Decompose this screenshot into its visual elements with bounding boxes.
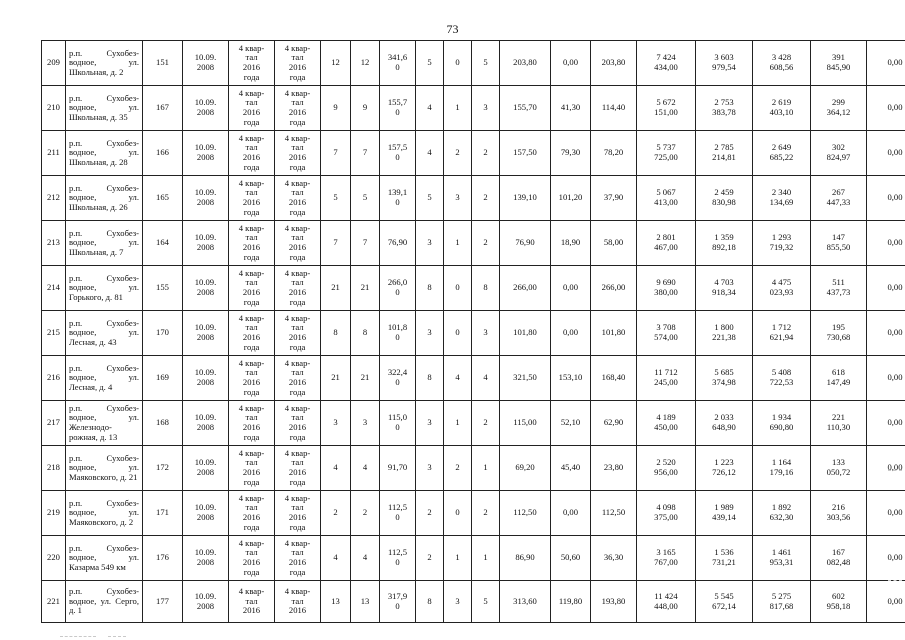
fund-cost-cell: 1 223 726,12 — [696, 446, 753, 491]
residents-count-cell: 4 — [321, 446, 351, 491]
extra-cost-cell: 0,00 — [867, 41, 905, 86]
residents-resettled-cell: 8 — [351, 311, 380, 356]
quarter-end-cell: 4 квар- тал 2016 года — [275, 446, 321, 491]
extra-cost-cell: 0,00 — [867, 176, 905, 221]
rooms-municipal-cell: 2 — [472, 131, 500, 176]
area-municipal-cell: 203,80 — [591, 41, 637, 86]
regional-cost-cell: 1 712 621,94 — [753, 311, 811, 356]
area-owned-cell: 0,00 — [551, 41, 591, 86]
house-id-cell: 169 — [143, 356, 183, 401]
area-resettled-cell: 86,90 — [500, 536, 551, 581]
extra-cost-cell: 0,00 — [867, 446, 905, 491]
extra-cost-cell: 0,00 — [867, 86, 905, 131]
rooms-municipal-cell: 1 — [472, 446, 500, 491]
local-cost-cell: 147 855,50 — [811, 221, 867, 266]
fund-cost-cell: 1 800 221,38 — [696, 311, 753, 356]
area-owned-cell: 0,00 — [551, 491, 591, 536]
regional-cost-cell: 1 934 690,80 — [753, 401, 811, 446]
date-cell: 10.09. 2008 — [183, 131, 229, 176]
total-cost-cell: 2 801 467,00 — [637, 221, 696, 266]
total-area-cell: 157,5 0 — [380, 131, 416, 176]
area-municipal-cell: 78,20 — [591, 131, 637, 176]
total-cost-cell: 4 098 375,00 — [637, 491, 696, 536]
total-cost-cell: 11 424 448,00 — [637, 581, 696, 623]
quarter-end-cell: 4 квар- тал 2016 года — [275, 176, 321, 221]
area-municipal-cell: 114,40 — [591, 86, 637, 131]
row-number-cell: 214 — [42, 266, 66, 311]
residents-resettled-cell: 13 — [351, 581, 380, 623]
house-id-cell: 171 — [143, 491, 183, 536]
area-owned-cell: 0,00 — [551, 266, 591, 311]
rooms-total-cell: 2 — [416, 491, 444, 536]
residents-count-cell: 12 — [321, 41, 351, 86]
date-cell: 10.09. 2008 — [183, 491, 229, 536]
address-cell: р.п. Сухобез-водное, ул. Казарма 549 км — [66, 536, 143, 581]
rooms-owned-cell: 0 — [444, 491, 472, 536]
quarter-end-cell: 4 квар- тал 2016 года — [275, 356, 321, 401]
quarter-end-cell: 4 квар- тал 2016 — [275, 581, 321, 623]
local-cost-cell: 195 730,68 — [811, 311, 867, 356]
date-cell: 10.09. 2008 — [183, 401, 229, 446]
table-row — [42, 446, 905, 491]
area-municipal-cell: 62,90 — [591, 401, 637, 446]
rooms-municipal-cell: 2 — [472, 491, 500, 536]
rooms-municipal-cell: 5 — [472, 41, 500, 86]
area-municipal-cell: 266,00 — [591, 266, 637, 311]
rooms-total-cell: 4 — [416, 131, 444, 176]
total-cost-cell: 5 737 725,00 — [637, 131, 696, 176]
row-number-cell: 212 — [42, 176, 66, 221]
row-number-cell: 220 — [42, 536, 66, 581]
extra-cost-cell: 0,00 — [867, 491, 905, 536]
area-municipal-cell: 36,30 — [591, 536, 637, 581]
extra-cost-cell: 0,00 — [867, 536, 905, 581]
rooms-owned-cell: 1 — [444, 221, 472, 266]
area-owned-cell: 119,80 — [551, 581, 591, 623]
rooms-owned-cell: 1 — [444, 401, 472, 446]
total-area-cell: 139,1 0 — [380, 176, 416, 221]
residents-resettled-cell: 4 — [351, 446, 380, 491]
table-row — [42, 491, 905, 536]
area-owned-cell: 79,30 — [551, 131, 591, 176]
quarter-start-cell: 4 квар- тал 2016 года — [229, 311, 275, 356]
total-area-cell: 317,9 0 — [380, 581, 416, 623]
fund-cost-cell: 5 545 672,14 — [696, 581, 753, 623]
area-municipal-cell: 58,00 — [591, 221, 637, 266]
total-area-cell: 112,5 0 — [380, 536, 416, 581]
rooms-total-cell: 8 — [416, 266, 444, 311]
rooms-total-cell: 2 — [416, 536, 444, 581]
quarter-end-cell: 4 квар- тал 2016 года — [275, 266, 321, 311]
total-area-cell: 101,8 0 — [380, 311, 416, 356]
rooms-owned-cell: 4 — [444, 356, 472, 401]
residents-resettled-cell: 12 — [351, 41, 380, 86]
total-cost-cell: 4 189 450,00 — [637, 401, 696, 446]
quarter-end-cell: 4 квар- тал 2016 года — [275, 536, 321, 581]
date-cell: 10.09. 2008 — [183, 221, 229, 266]
area-owned-cell: 41,30 — [551, 86, 591, 131]
house-id-cell: 176 — [143, 536, 183, 581]
total-area-cell: 76,90 — [380, 221, 416, 266]
area-resettled-cell: 157,50 — [500, 131, 551, 176]
local-cost-cell: 602 958,18 — [811, 581, 867, 623]
table-row — [42, 401, 905, 446]
rooms-municipal-cell: 5 — [472, 581, 500, 623]
quarter-end-cell: 4 квар- тал 2016 года — [275, 131, 321, 176]
total-area-cell: 155,7 0 — [380, 86, 416, 131]
date-cell: 10.09. 2008 — [183, 311, 229, 356]
residents-count-cell: 2 — [321, 491, 351, 536]
total-cost-cell: 3 708 574,00 — [637, 311, 696, 356]
total-cost-cell: 5 672 151,00 — [637, 86, 696, 131]
date-cell: 10.09. 2008 — [183, 581, 229, 623]
area-owned-cell: 18,90 — [551, 221, 591, 266]
rooms-municipal-cell: 2 — [472, 176, 500, 221]
extra-cost-cell: 0,00 — [867, 131, 905, 176]
row-number-cell: 210 — [42, 86, 66, 131]
date-cell: 10.09. 2008 — [183, 41, 229, 86]
rooms-municipal-cell: 2 — [472, 401, 500, 446]
address-cell: р.п. Сухобез-водное, ул. Школьная, д. 2 — [66, 41, 143, 86]
row-number-cell: 211 — [42, 131, 66, 176]
address-cell: р.п. Сухобез-водное, ул. Маяковского, д. 2 — [66, 491, 143, 536]
regional-cost-cell: 5 275 817,68 — [753, 581, 811, 623]
quarter-end-cell: 4 квар- тал 2016 года — [275, 311, 321, 356]
area-resettled-cell: 76,90 — [500, 221, 551, 266]
scan-edge-mark — [60, 636, 96, 637]
area-owned-cell: 0,00 — [551, 311, 591, 356]
total-cost-cell: 5 067 413,00 — [637, 176, 696, 221]
quarter-end-cell: 4 квар- тал 2016 года — [275, 491, 321, 536]
regional-cost-cell: 1 892 632,30 — [753, 491, 811, 536]
residents-count-cell: 8 — [321, 311, 351, 356]
table-row — [42, 266, 905, 311]
rooms-total-cell: 8 — [416, 356, 444, 401]
housing-table-sheet — [41, 40, 903, 623]
rooms-total-cell: 3 — [416, 446, 444, 491]
area-municipal-cell: 168,40 — [591, 356, 637, 401]
area-owned-cell: 52,10 — [551, 401, 591, 446]
rooms-owned-cell: 1 — [444, 86, 472, 131]
house-id-cell: 166 — [143, 131, 183, 176]
local-cost-cell: 216 303,56 — [811, 491, 867, 536]
area-owned-cell: 45,40 — [551, 446, 591, 491]
quarter-start-cell: 4 квар- тал 2016 года — [229, 131, 275, 176]
address-cell: р.п. Сухобез-водное, ул. Горького, д. 81 — [66, 266, 143, 311]
residents-resettled-cell: 21 — [351, 266, 380, 311]
local-cost-cell: 299 364,12 — [811, 86, 867, 131]
area-municipal-cell: 101,80 — [591, 311, 637, 356]
residents-resettled-cell: 3 — [351, 401, 380, 446]
address-cell: р.п. Сухобез-водное, ул. Лесная, д. 43 — [66, 311, 143, 356]
fund-cost-cell: 1 359 892,18 — [696, 221, 753, 266]
area-resettled-cell: 69,20 — [500, 446, 551, 491]
rooms-municipal-cell: 3 — [472, 311, 500, 356]
house-id-cell: 155 — [143, 266, 183, 311]
rooms-owned-cell: 2 — [444, 131, 472, 176]
total-area-cell: 322,4 0 — [380, 356, 416, 401]
fund-cost-cell: 2 033 648,90 — [696, 401, 753, 446]
area-municipal-cell: 193,80 — [591, 581, 637, 623]
house-id-cell: 167 — [143, 86, 183, 131]
rooms-owned-cell: 3 — [444, 176, 472, 221]
rooms-municipal-cell: 4 — [472, 356, 500, 401]
local-cost-cell: 391 845,90 — [811, 41, 867, 86]
quarter-start-cell: 4 квар- тал 2016 года — [229, 401, 275, 446]
row-number-cell: 213 — [42, 221, 66, 266]
rooms-municipal-cell: 1 — [472, 536, 500, 581]
area-resettled-cell: 313,60 — [500, 581, 551, 623]
table-row — [42, 536, 905, 581]
fund-cost-cell: 3 603 979,54 — [696, 41, 753, 86]
area-resettled-cell: 101,80 — [500, 311, 551, 356]
total-cost-cell: 2 520 956,00 — [637, 446, 696, 491]
house-id-cell: 151 — [143, 41, 183, 86]
fund-cost-cell: 1 536 731,21 — [696, 536, 753, 581]
row-number-cell: 216 — [42, 356, 66, 401]
table-body — [42, 41, 905, 623]
rooms-total-cell: 5 — [416, 41, 444, 86]
total-cost-cell: 3 165 767,00 — [637, 536, 696, 581]
date-cell: 10.09. 2008 — [183, 536, 229, 581]
local-cost-cell: 302 824,97 — [811, 131, 867, 176]
regional-cost-cell: 1 293 719,32 — [753, 221, 811, 266]
row-number-cell: 218 — [42, 446, 66, 491]
residents-count-cell: 21 — [321, 356, 351, 401]
row-number-cell: 209 — [42, 41, 66, 86]
total-area-cell: 266,0 0 — [380, 266, 416, 311]
address-cell: р.п. Сухобез-водное, ул. Железнодо-рожная, д. 13 — [66, 401, 143, 446]
area-resettled-cell: 139,10 — [500, 176, 551, 221]
table-row — [42, 86, 905, 131]
regional-cost-cell: 2 619 403,10 — [753, 86, 811, 131]
total-area-cell: 91,70 — [380, 446, 416, 491]
date-cell: 10.09. 2008 — [183, 356, 229, 401]
rooms-owned-cell: 2 — [444, 446, 472, 491]
quarter-end-cell: 4 квар- тал 2016 года — [275, 41, 321, 86]
residents-count-cell: 21 — [321, 266, 351, 311]
house-id-cell: 172 — [143, 446, 183, 491]
address-cell: р.п. Сухобез-водное, ул. Маяковского, д. 21 — [66, 446, 143, 491]
fund-cost-cell: 5 685 374,98 — [696, 356, 753, 401]
rooms-total-cell: 5 — [416, 176, 444, 221]
residents-resettled-cell: 5 — [351, 176, 380, 221]
area-municipal-cell: 112,50 — [591, 491, 637, 536]
total-area-cell: 115,0 0 — [380, 401, 416, 446]
rooms-total-cell: 4 — [416, 86, 444, 131]
total-cost-cell: 9 690 380,00 — [637, 266, 696, 311]
quarter-start-cell: 4 квар- тал 2016 года — [229, 221, 275, 266]
extra-cost-cell: 0,00 — [867, 266, 905, 311]
page-number: 73 — [446, 22, 459, 36]
extra-cost-cell: 0,00 — [867, 221, 905, 266]
extra-cost-cell: 0,00 — [867, 401, 905, 446]
date-cell: 10.09. 2008 — [183, 266, 229, 311]
residents-count-cell: 9 — [321, 86, 351, 131]
area-owned-cell: 101,20 — [551, 176, 591, 221]
fund-cost-cell: 4 703 918,34 — [696, 266, 753, 311]
rooms-total-cell: 3 — [416, 401, 444, 446]
local-cost-cell: 618 147,49 — [811, 356, 867, 401]
residents-resettled-cell: 2 — [351, 491, 380, 536]
rooms-total-cell: 3 — [416, 311, 444, 356]
area-owned-cell: 153,10 — [551, 356, 591, 401]
table-row — [42, 356, 905, 401]
quarter-end-cell: 4 квар- тал 2016 года — [275, 401, 321, 446]
row-number-cell: 217 — [42, 401, 66, 446]
fund-cost-cell: 2 753 383,78 — [696, 86, 753, 131]
house-id-cell: 164 — [143, 221, 183, 266]
rooms-total-cell: 8 — [416, 581, 444, 623]
area-resettled-cell: 203,80 — [500, 41, 551, 86]
residents-count-cell: 3 — [321, 401, 351, 446]
area-municipal-cell: 23,80 — [591, 446, 637, 491]
extra-cost-cell: 0,00 — [867, 311, 905, 356]
residents-count-cell: 5 — [321, 176, 351, 221]
address-cell: р.п. Сухобез-водное, ул. Школьная, д. 28 — [66, 131, 143, 176]
quarter-start-cell: 4 квар- тал 2016 года — [229, 41, 275, 86]
housing-table — [41, 40, 905, 623]
address-cell: р.п. Сухобез-водное, ул. Школьная, д. 7 — [66, 221, 143, 266]
address-cell: р.п. Сухобез-водное, ул. Серго, д. 1 — [66, 581, 143, 623]
area-resettled-cell: 155,70 — [500, 86, 551, 131]
residents-count-cell: 7 — [321, 221, 351, 266]
rooms-owned-cell: 0 — [444, 311, 472, 356]
area-resettled-cell: 115,00 — [500, 401, 551, 446]
residents-resettled-cell: 21 — [351, 356, 380, 401]
row-number-cell: 219 — [42, 491, 66, 536]
total-area-cell: 112,5 0 — [380, 491, 416, 536]
residents-resettled-cell: 7 — [351, 221, 380, 266]
rooms-municipal-cell: 2 — [472, 221, 500, 266]
local-cost-cell: 133 050,72 — [811, 446, 867, 491]
regional-cost-cell: 1 164 179,16 — [753, 446, 811, 491]
quarter-start-cell: 4 квар- тал 2016 — [229, 581, 275, 623]
area-resettled-cell: 266,00 — [500, 266, 551, 311]
residents-count-cell: 13 — [321, 581, 351, 623]
residents-resettled-cell: 9 — [351, 86, 380, 131]
table-row — [42, 176, 905, 221]
rooms-municipal-cell: 3 — [472, 86, 500, 131]
fund-cost-cell: 2 459 830,98 — [696, 176, 753, 221]
date-cell: 10.09. 2008 — [183, 86, 229, 131]
regional-cost-cell: 2 340 134,69 — [753, 176, 811, 221]
local-cost-cell: 167 082,48 — [811, 536, 867, 581]
address-cell: р.п. Сухобез-водное, ул. Школьная, д. 26 — [66, 176, 143, 221]
local-cost-cell: 221 110,30 — [811, 401, 867, 446]
local-cost-cell: 511 437,73 — [811, 266, 867, 311]
rooms-owned-cell: 1 — [444, 536, 472, 581]
local-cost-cell: 267 447,33 — [811, 176, 867, 221]
scan-edge-mark — [888, 580, 902, 581]
regional-cost-cell: 5 408 722,53 — [753, 356, 811, 401]
extra-cost-cell: 0,00 — [867, 356, 905, 401]
rooms-owned-cell: 0 — [444, 41, 472, 86]
house-id-cell: 170 — [143, 311, 183, 356]
quarter-start-cell: 4 квар- тал 2016 года — [229, 446, 275, 491]
row-number-cell: 221 — [42, 581, 66, 623]
row-number-cell: 215 — [42, 311, 66, 356]
quarter-end-cell: 4 квар- тал 2016 года — [275, 221, 321, 266]
residents-count-cell: 7 — [321, 131, 351, 176]
house-id-cell: 168 — [143, 401, 183, 446]
regional-cost-cell: 4 475 023,93 — [753, 266, 811, 311]
total-area-cell: 341,6 0 — [380, 41, 416, 86]
quarter-start-cell: 4 квар- тал 2016 года — [229, 266, 275, 311]
area-owned-cell: 50,60 — [551, 536, 591, 581]
area-municipal-cell: 37,90 — [591, 176, 637, 221]
area-resettled-cell: 112,50 — [500, 491, 551, 536]
date-cell: 10.09. 2008 — [183, 446, 229, 491]
house-id-cell: 177 — [143, 581, 183, 623]
table-row — [42, 311, 905, 356]
address-cell: р.п. Сухобез-водное, ул. Школьная, д. 35 — [66, 86, 143, 131]
area-resettled-cell: 321,50 — [500, 356, 551, 401]
quarter-end-cell: 4 квар- тал 2016 года — [275, 86, 321, 131]
regional-cost-cell: 2 649 685,22 — [753, 131, 811, 176]
quarter-start-cell: 4 квар- тал 2016 года — [229, 536, 275, 581]
total-cost-cell: 7 424 434,00 — [637, 41, 696, 86]
quarter-start-cell: 4 квар- тал 2016 года — [229, 356, 275, 401]
scan-edge-mark — [888, 470, 902, 471]
table-row — [42, 221, 905, 266]
residents-count-cell: 4 — [321, 536, 351, 581]
rooms-owned-cell: 0 — [444, 266, 472, 311]
extra-cost-cell: 0,00 — [867, 581, 905, 623]
rooms-municipal-cell: 8 — [472, 266, 500, 311]
regional-cost-cell: 1 461 953,31 — [753, 536, 811, 581]
residents-resettled-cell: 4 — [351, 536, 380, 581]
date-cell: 10.09. 2008 — [183, 176, 229, 221]
house-id-cell: 165 — [143, 176, 183, 221]
fund-cost-cell: 2 785 214,81 — [696, 131, 753, 176]
table-row — [42, 41, 905, 86]
quarter-start-cell: 4 квар- тал 2016 года — [229, 176, 275, 221]
quarter-start-cell: 4 квар- тал 2016 года — [229, 491, 275, 536]
table-row — [42, 131, 905, 176]
rooms-owned-cell: 3 — [444, 581, 472, 623]
regional-cost-cell: 3 428 608,56 — [753, 41, 811, 86]
table-row — [42, 581, 905, 623]
residents-resettled-cell: 7 — [351, 131, 380, 176]
total-cost-cell: 11 712 245,00 — [637, 356, 696, 401]
fund-cost-cell: 1 989 439,14 — [696, 491, 753, 536]
rooms-total-cell: 3 — [416, 221, 444, 266]
quarter-start-cell: 4 квар- тал 2016 года — [229, 86, 275, 131]
scan-edge-mark — [108, 636, 126, 637]
address-cell: р.п. Сухобез-водное, ул. Лесная, д. 4 — [66, 356, 143, 401]
